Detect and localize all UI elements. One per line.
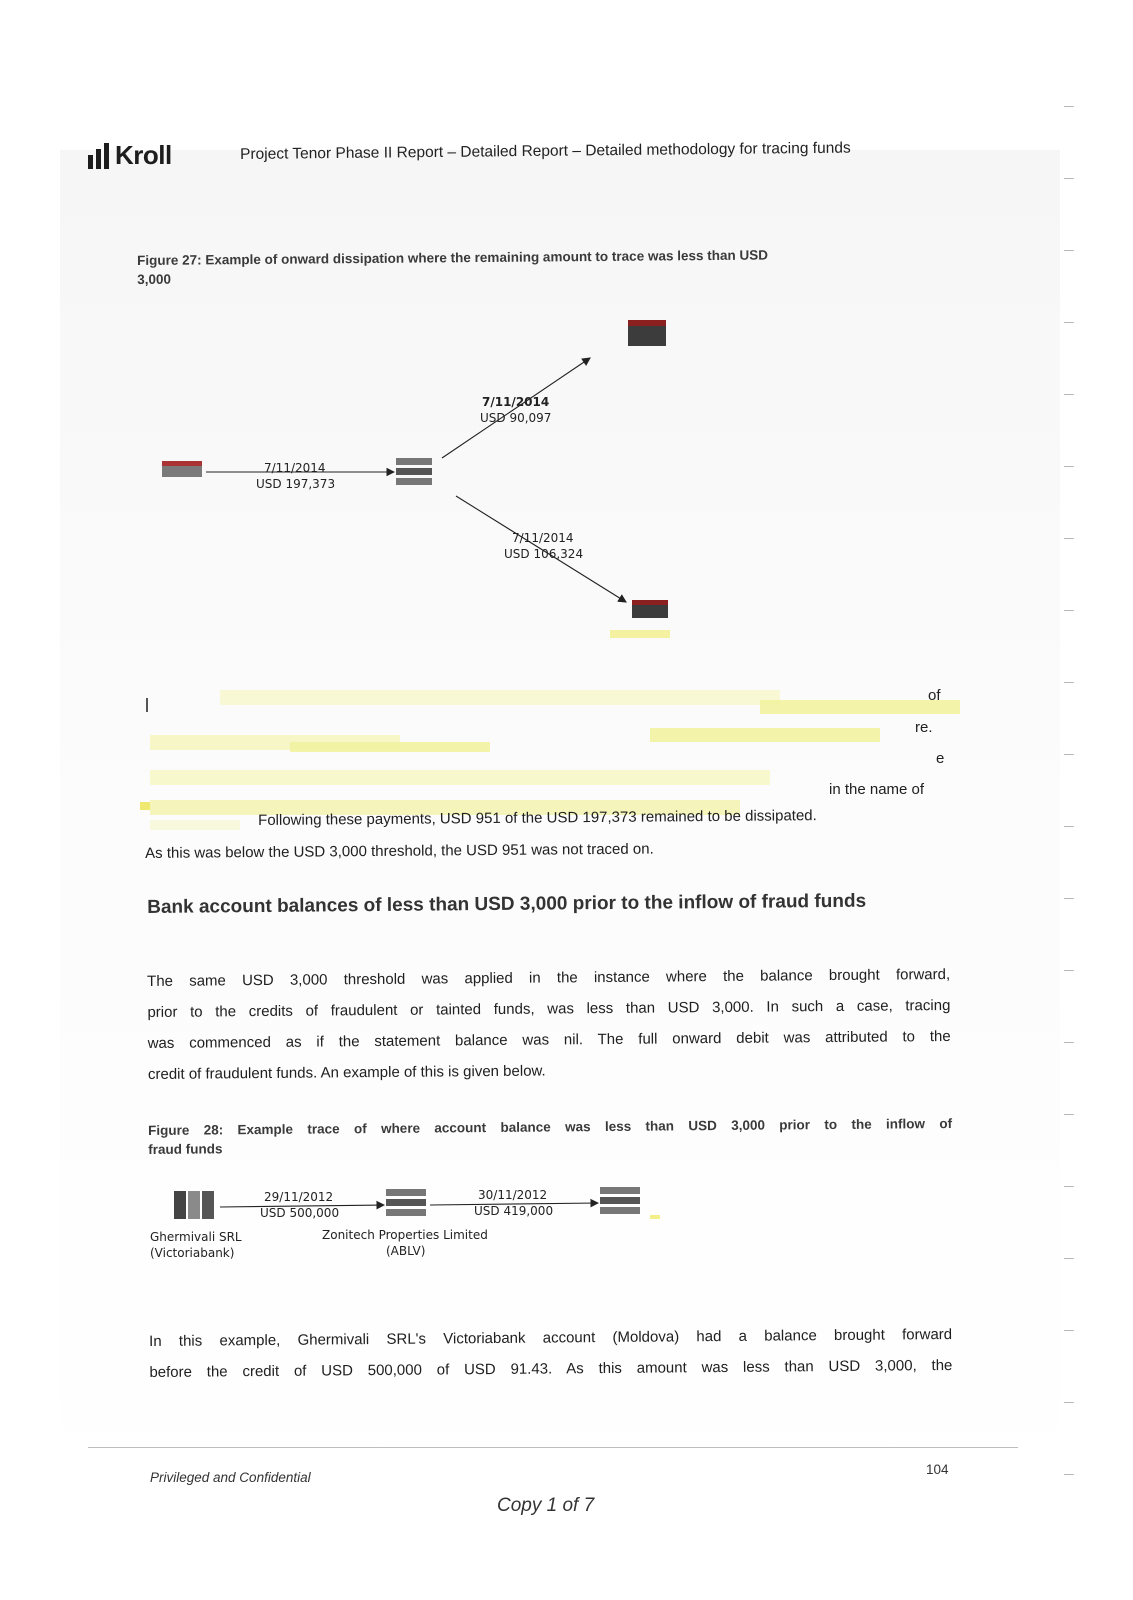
kroll-logo-text: Kroll xyxy=(115,140,172,170)
page-number: 104 xyxy=(926,1462,949,1477)
paragraph1-line5: Following these payments, USD 951 of the USD 197,373 remained to be dissipated. xyxy=(258,807,817,829)
recipient-account-1-icon xyxy=(628,320,666,346)
copy-stamp: Copy 1 of 7 xyxy=(497,1495,595,1516)
section-heading: Bank account balances of less than USD 3,000 prior to the inflow of fraud funds xyxy=(147,890,867,918)
flow-3-amount: USD 106,324 xyxy=(504,547,584,561)
figure-28-caption xyxy=(148,1114,952,1159)
section-paragraph-line3: was commenced as if the statement balance was nil. The full onward debit was attributed to the xyxy=(147,1027,951,1052)
section-paragraph-line4: credit of fraudulent funds. An example of this is given below. xyxy=(147,1062,546,1083)
node1-bank: (Victoriabank) xyxy=(150,1246,235,1260)
flow-b-date: 30/11/2012 xyxy=(478,1188,548,1202)
example-paragraph-line2: before the credit of USD 500,000 of USD 91.43. As this amount was less than USD 3,000, the xyxy=(149,1356,953,1381)
diagram-redaction-mark xyxy=(650,1215,660,1219)
section-paragraph-line2: prior to the credits of fraudulent or tainted funds, was less than USD 3,000. In such a case, tracing xyxy=(147,996,951,1021)
recipient-account-icon xyxy=(600,1187,640,1214)
paragraph1-line2-fragment: re. xyxy=(915,719,933,736)
figure-27-caption xyxy=(137,244,927,289)
node1-name: Ghermivali SRL xyxy=(150,1230,242,1244)
kroll-logo-bars-icon xyxy=(88,143,109,169)
footer-confidential: Privileged and Confidential xyxy=(150,1470,311,1485)
example-paragraph-line1: In this example, Ghermivali SRL's Victoriabank account (Moldova) had a balance brought forward xyxy=(149,1325,953,1350)
diagram-redaction xyxy=(610,630,670,638)
margin-tick-marks xyxy=(1064,100,1076,1520)
header-title: Project Tenor Phase II Report – Detailed Report – Detailed methodology for tracing funds xyxy=(240,139,851,163)
ghermivali-account-icon xyxy=(174,1191,214,1219)
paragraph1-line6: As this was below the USD 3,000 threshold, the USD 951 was not traced on. xyxy=(145,840,654,862)
paragraph1-line4-fragment: in the name of xyxy=(829,781,925,798)
flow-1-date: 7/11/2014 xyxy=(264,461,326,475)
flow-3-date: 7/11/2014 xyxy=(512,531,574,545)
node2-bank: (ABLV) xyxy=(386,1244,426,1258)
figure-27-caption-line2: 3,000 xyxy=(137,271,172,287)
figure-27-caption-line1: Figure 27: Example of onward dissipation where the remaining amount to trace was less than USD xyxy=(137,247,769,268)
recipient-account-2-icon xyxy=(632,600,668,618)
figure-28-caption-line2: fraud funds xyxy=(148,1141,223,1157)
paragraph1-line3-fragment: e xyxy=(936,750,945,767)
figure-28-caption-line1: Figure 28: Example trace of where account balance was less than USD 3,000 prior to the inflow of xyxy=(148,1115,953,1138)
flow-b-amount: USD 419,000 xyxy=(474,1204,554,1218)
flow-1-amount: USD 197,373 xyxy=(256,477,336,491)
flow-2-amount: USD 90,097 xyxy=(480,411,552,425)
example-paragraph xyxy=(149,1319,953,1388)
flow-a-amount: USD 500,000 xyxy=(260,1206,340,1220)
footer-rule xyxy=(88,1447,1018,1448)
paragraph1-line1-fragment: of xyxy=(928,687,941,704)
figure-28-diagram xyxy=(140,1175,660,1270)
source-account-icon xyxy=(162,461,202,477)
flow-a-date: 29/11/2012 xyxy=(264,1190,334,1204)
kroll-logo xyxy=(88,140,172,171)
node2-name: Zonitech Properties Limited xyxy=(322,1228,488,1242)
section-paragraph-line1: The same USD 3,000 threshold was applied in the instance where the balance brought forward, xyxy=(147,965,951,990)
section-paragraph xyxy=(147,959,951,1090)
intermediary-account-icon xyxy=(396,458,432,485)
flow-2-date: 7/11/2014 xyxy=(482,395,550,409)
figure-27-diagram xyxy=(150,310,670,650)
zonitech-account-icon xyxy=(386,1189,426,1216)
